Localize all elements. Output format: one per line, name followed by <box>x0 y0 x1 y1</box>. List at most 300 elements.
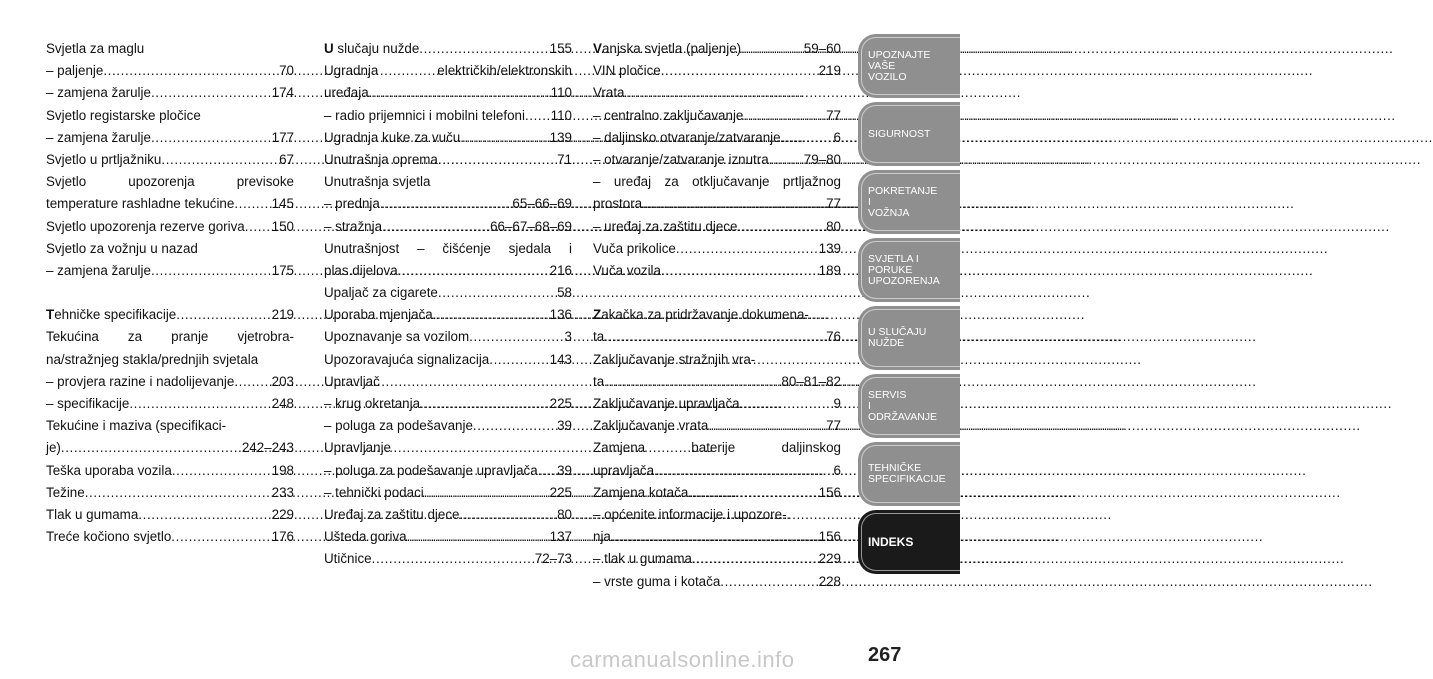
entry-label <box>324 82 369 104</box>
index-entry <box>593 238 841 260</box>
dot-leader <box>459 504 556 526</box>
dot-leader <box>473 415 556 437</box>
index-entry <box>46 504 294 526</box>
index-entry <box>46 193 294 215</box>
heading-text: – općenite informacije i upozore- <box>593 506 787 522</box>
page-reference: 156 <box>818 529 841 545</box>
index-column-2 <box>324 38 572 571</box>
index-entry <box>593 105 841 127</box>
index-entry <box>46 526 294 548</box>
page-reference: 139 <box>818 240 841 256</box>
entry-label <box>324 460 538 482</box>
entry-text: ehničke specifikacije <box>54 307 177 323</box>
index-entry <box>324 216 572 238</box>
chapter-tabs <box>858 34 960 578</box>
page-reference: 39 <box>557 462 572 478</box>
entry-text: Svjetlo upozorenja rezerve goriva <box>46 218 245 234</box>
index-entry <box>593 571 841 593</box>
entry-label <box>593 216 737 238</box>
entry-label <box>593 548 692 570</box>
entry-text: temperature rashladne tekućine <box>46 196 235 212</box>
entry-label <box>593 105 743 127</box>
entry-label <box>593 371 604 393</box>
entry-text: Upozoravajuća signalizacija <box>324 351 490 367</box>
entry-label <box>46 60 103 82</box>
heading-text: Svjetla za maglu <box>46 41 145 56</box>
entry-text: – prednja <box>324 196 380 212</box>
entry-text: Utičnice <box>324 551 372 567</box>
entry-text: anjska svjetla (paljenje) <box>601 41 742 56</box>
dot-leader <box>611 526 818 548</box>
chapter-tab[interactable] <box>858 170 960 234</box>
chapter-tab-label: SIGURNOST <box>868 127 931 140</box>
index-entry <box>46 127 294 149</box>
entry-label <box>46 526 171 548</box>
dot-leader <box>85 482 271 504</box>
entry-label <box>324 193 380 215</box>
index-heading <box>46 415 294 437</box>
entry-label <box>324 326 469 348</box>
letter-initial: V <box>593 41 602 56</box>
entry-text: – poluga za podešavanje <box>324 418 473 434</box>
index-entry <box>593 548 841 570</box>
index-heading <box>324 437 572 459</box>
dot-leader <box>234 371 270 393</box>
chapter-tab[interactable] <box>858 102 960 166</box>
letter-initial: T <box>46 307 55 323</box>
page-reference: 233 <box>271 484 294 500</box>
index-heading <box>324 171 572 193</box>
page-reference: 6 <box>833 462 841 478</box>
chapter-tab[interactable] <box>858 442 960 506</box>
dot-leader <box>424 482 549 504</box>
entry-text: – zamjena žarulje <box>46 129 151 145</box>
chapter-tab-label: POKRETANJE I VOŽNJA <box>868 184 938 219</box>
dot-leader <box>234 193 270 215</box>
entry-text: – stražnja <box>324 218 383 234</box>
index-entry <box>593 371 841 393</box>
entry-text: uređaja <box>324 85 369 101</box>
entry-label <box>593 149 769 171</box>
index-entry <box>324 282 572 304</box>
index-heading-justified: Svjetlo upozorenja previsoke <box>46 174 294 190</box>
entry-text: – poluga za podešavanje upravljača <box>324 462 538 478</box>
entry-text: Uporaba mjenjača <box>324 307 433 323</box>
dot-leader <box>661 60 818 82</box>
dot-leader <box>720 571 817 593</box>
index-heading <box>46 105 294 127</box>
page-reference: 136 <box>549 307 572 323</box>
index-entry <box>324 326 572 348</box>
page-reference: 72–73 <box>534 551 572 567</box>
page-reference: 110 <box>550 107 572 123</box>
entry-text: Zaključavanje vrata <box>593 418 709 434</box>
dot-leader <box>692 548 818 570</box>
page-reference: 59–60 <box>803 41 841 56</box>
chapter-tab[interactable] <box>858 510 960 574</box>
page-reference: 143 <box>549 351 572 367</box>
chapter-tab[interactable] <box>858 306 960 370</box>
index-entry <box>46 60 294 82</box>
dot-leader <box>741 38 803 60</box>
entry-text: – zamjena žarulje <box>46 85 151 101</box>
index-entry <box>324 482 572 504</box>
index-entry <box>324 193 572 215</box>
page-reference: 198 <box>271 462 294 478</box>
chapter-tab-label: INDEKS <box>868 534 914 549</box>
index-entry <box>324 504 572 526</box>
index-heading <box>46 38 294 60</box>
entry-text: VIN pločice <box>593 63 661 79</box>
entry-label <box>46 193 234 215</box>
page-reference: 58 <box>557 285 572 301</box>
dot-leader <box>604 371 780 393</box>
index-entry <box>46 393 294 415</box>
page-reference: 155 <box>549 41 572 56</box>
index-entry <box>593 326 841 348</box>
entry-label <box>324 482 424 504</box>
dot-leader <box>708 415 825 437</box>
entry-text: – vrste guma i kotača <box>593 573 721 589</box>
entry-label <box>46 127 151 149</box>
page-reference: 145 <box>271 196 294 212</box>
entry-label <box>593 238 676 260</box>
entry-text: Unutrašnja oprema <box>324 151 438 167</box>
entry-label <box>46 482 85 504</box>
index-entry <box>324 393 572 415</box>
dot-leader <box>781 127 833 149</box>
entry-label <box>324 216 382 238</box>
entry-label <box>324 38 419 60</box>
entry-label <box>46 149 161 171</box>
page-reference: 77 <box>826 107 841 123</box>
dot-leader <box>398 260 549 282</box>
page-number: 267 <box>868 644 902 666</box>
index-heading-justified: – uređaj za otključavanje prtljažnog <box>593 174 841 190</box>
page-reference: 66–67–68–69 <box>490 218 572 234</box>
entry-text: – daljinsko otvaranje/zatvaranje <box>593 129 781 145</box>
dot-leader <box>382 216 489 238</box>
letter-initial: U <box>324 41 334 56</box>
chapter-tab-label: SVJETLA I PORUKE UPOZORENJA <box>868 252 940 287</box>
entry-text: – radio prijemnici i mobilni telefoni <box>324 107 525 123</box>
page-reference: 80 <box>557 506 572 522</box>
page-reference: 248 <box>271 396 294 411</box>
entry-label <box>46 437 61 459</box>
blank-line <box>46 282 294 304</box>
page-reference: 242–243 <box>241 440 294 456</box>
dot-leader <box>129 393 270 415</box>
dot-leader <box>151 82 271 104</box>
entry-label <box>324 504 459 526</box>
index-column-3 <box>593 38 841 593</box>
entry-label <box>593 326 604 348</box>
dot-leader <box>171 526 270 548</box>
watermark: carmanualsonline.info <box>570 647 795 672</box>
page-reference: 177 <box>271 129 294 145</box>
dot-leader <box>740 393 833 415</box>
dot-leader <box>460 127 548 149</box>
page-reference: 229 <box>818 551 841 567</box>
heading-text: Zaključavanje stražnjih vra- <box>593 351 756 367</box>
index-entry <box>324 460 572 482</box>
entry-text: Upoznavanje sa vozilom <box>324 329 470 345</box>
page-reference: 137 <box>549 529 572 545</box>
page-reference: 229 <box>271 506 294 522</box>
index-entry <box>324 82 572 104</box>
page-reference: 228 <box>818 573 841 589</box>
dot-leader <box>489 349 548 371</box>
dot-leader <box>151 127 271 149</box>
entry-text: – uređaj za zaštitu djece <box>593 218 738 234</box>
entry-label <box>593 193 642 215</box>
entry-label <box>593 60 661 82</box>
page-reference: 176 <box>271 529 294 545</box>
page-reference: 80–81–82 <box>781 373 841 389</box>
chapter-tab[interactable] <box>858 374 960 438</box>
entry-text: Zaključavanje upravljača <box>593 396 740 411</box>
page-reference: 67 <box>279 151 294 167</box>
index-heading-justified: Tekućina za pranje vjetrobra- <box>46 329 294 345</box>
entry-text: je) <box>46 440 61 456</box>
index-entry <box>593 526 841 548</box>
entry-label <box>593 526 611 548</box>
index-entry <box>324 260 572 282</box>
chapter-tab-label: SERVIS I ODRŽAVANJE <box>868 388 938 423</box>
entry-text: upravljača <box>593 462 655 478</box>
entry-text: – zamjena žarulje <box>46 262 151 278</box>
entry-text: slučaju nužde <box>333 41 420 56</box>
entry-text: Treće kočiono svjetlo <box>46 529 172 545</box>
dot-leader <box>161 149 278 171</box>
page-reference: 65–66–69 <box>512 196 572 212</box>
dot-leader <box>438 282 556 304</box>
entry-label <box>46 504 138 526</box>
entry-text: plas.dijelova <box>324 262 398 278</box>
entry-label <box>593 393 740 415</box>
index-entry <box>46 371 294 393</box>
entry-label <box>46 260 151 282</box>
index-entry <box>46 82 294 104</box>
dot-leader <box>769 149 803 171</box>
heading-text: Unutrašnja svjetla <box>324 174 431 190</box>
index-entry <box>324 526 572 548</box>
entry-text: ta <box>593 329 605 345</box>
dot-leader <box>538 460 556 482</box>
entry-label <box>324 105 525 127</box>
index-heading <box>324 371 572 393</box>
index-entry <box>593 415 841 437</box>
entry-text: ta <box>593 373 605 389</box>
entry-text: nja <box>593 529 611 545</box>
entry-text: – otvaranje/zatvaranje iznutra <box>593 151 769 167</box>
dot-leader <box>369 82 550 104</box>
page-reference: 70 <box>279 63 294 79</box>
dot-leader <box>151 260 271 282</box>
dot-leader <box>407 526 549 548</box>
chapter-tab[interactable] <box>858 34 960 98</box>
index-entry <box>593 127 841 149</box>
index-entry <box>46 437 294 459</box>
dot-leader <box>372 548 534 570</box>
entry-label <box>324 548 372 570</box>
page-reference: 76 <box>826 329 841 345</box>
page-reference: 79–80 <box>803 151 841 167</box>
page-reference: 150 <box>271 218 294 234</box>
index-entry <box>324 548 572 570</box>
entry-label <box>324 393 420 415</box>
entry-label <box>324 304 433 326</box>
heading-text: na/stražnjeg stakla/prednjih svjetala <box>46 351 259 367</box>
page-reference: 203 <box>271 373 294 389</box>
entry-text: Upaljač za cigarete <box>324 285 438 301</box>
page-reference: 110 <box>550 85 572 101</box>
index-entry <box>46 216 294 238</box>
entry-label <box>46 371 234 393</box>
index-entry <box>324 38 572 60</box>
index-entry <box>324 304 572 326</box>
entry-label <box>593 127 781 149</box>
entry-text: Ušteda goriva <box>324 529 407 545</box>
index-entry <box>593 60 841 82</box>
page-reference: 71 <box>557 151 572 167</box>
index-heading <box>593 349 841 371</box>
entry-text: prostora <box>593 196 643 212</box>
entry-text: Ugradnja kuke za vuču <box>324 129 461 145</box>
page-reference: 9 <box>833 396 841 411</box>
index-entry <box>324 127 572 149</box>
index-entry <box>324 415 572 437</box>
dot-leader <box>438 149 556 171</box>
entry-text: Svjetlo u prtljažniku <box>46 151 162 167</box>
index-entry <box>46 304 294 326</box>
page-reference: 3 <box>564 329 572 345</box>
index-entry <box>46 149 294 171</box>
entry-label <box>46 216 245 238</box>
chapter-tab-label: TEHNIČKE SPECIFIKACIJE <box>868 462 946 485</box>
dot-leader <box>172 460 271 482</box>
page-reference: 225 <box>549 396 572 411</box>
entry-label <box>593 460 654 482</box>
entry-text: – paljenje <box>46 63 104 79</box>
index-entry <box>593 216 841 238</box>
dot-leader <box>743 105 825 127</box>
entry-text: Vuča prikolice <box>593 240 676 256</box>
dot-leader <box>433 304 549 326</box>
page-reference: 175 <box>271 262 294 278</box>
index-entry <box>46 482 294 504</box>
dot-leader <box>737 216 825 238</box>
index-entry <box>593 260 841 282</box>
chapter-tab-label: U SLUČAJU NUŽDE <box>868 326 927 349</box>
chapter-tab[interactable] <box>858 238 960 302</box>
dot-leader <box>380 193 512 215</box>
letter-initial: Z <box>593 307 602 323</box>
dot-leader <box>245 216 271 238</box>
heading-text: Tekućine i maziva (specifikaci- <box>46 418 227 434</box>
entry-text: – krug okretanja <box>324 396 421 411</box>
page-reference: 189 <box>818 262 841 278</box>
entry-text: Teška uporaba vozila <box>46 462 172 478</box>
dot-leader <box>419 38 548 60</box>
dot-leader <box>676 238 818 260</box>
heading-text: Upravljač <box>324 373 380 389</box>
page-reference: 174 <box>271 85 294 101</box>
index-heading-justified: Ugradnja električkih/elektronskih <box>324 63 572 79</box>
heading-text: akačka za pridržavanje dokumena- <box>601 307 809 323</box>
index-heading <box>593 504 841 526</box>
heading-text: Svjetlo za vožnju u nazad <box>46 240 198 256</box>
page-reference: 225 <box>549 484 572 500</box>
index-entry <box>324 149 572 171</box>
index-entry <box>593 193 841 215</box>
entry-label <box>593 571 720 593</box>
index-entry <box>324 105 572 127</box>
dot-leader <box>604 326 825 348</box>
entry-text: – tehnički podaci <box>324 484 424 500</box>
entry-label <box>593 415 708 437</box>
index-entry <box>593 482 841 504</box>
page-reference: 77 <box>826 418 841 434</box>
entry-text: – tlak u gumama <box>593 551 692 567</box>
index-heading-justified: Zamjena baterije daljinskog <box>593 440 841 456</box>
entry-label <box>46 304 176 326</box>
heading-text: Upravljanje <box>324 440 391 456</box>
index-heading <box>46 238 294 260</box>
entry-label <box>593 482 688 504</box>
entry-label <box>324 415 473 437</box>
page-reference: 6 <box>833 129 841 145</box>
chapter-tab-label: UPOZNAJTE VAŠE VOZILO <box>868 48 931 83</box>
entry-label <box>46 460 172 482</box>
entry-label <box>324 526 407 548</box>
entry-label <box>46 82 151 104</box>
heading-text: Svjetlo registarske pločice <box>46 107 201 123</box>
index-heading <box>46 349 294 371</box>
entry-label <box>593 38 741 60</box>
dot-leader <box>103 60 278 82</box>
page-reference: 156 <box>818 484 841 500</box>
page-reference: 80 <box>826 218 841 234</box>
dot-leader <box>61 437 241 459</box>
index-entry <box>593 393 841 415</box>
entry-text: Tlak u gumama <box>46 506 139 522</box>
dot-leader <box>176 304 270 326</box>
dot-leader <box>525 105 550 127</box>
dot-leader <box>469 326 563 348</box>
entry-label <box>46 393 129 415</box>
index-entry <box>593 460 841 482</box>
entry-label <box>593 260 661 282</box>
index-heading <box>593 82 841 104</box>
dot-leader <box>661 260 818 282</box>
dot-leader <box>420 393 549 415</box>
entry-label <box>324 349 489 371</box>
dot-leader <box>642 193 825 215</box>
entry-text: – provjera razine i nadolijevanje <box>46 373 235 389</box>
dot-leader <box>654 460 833 482</box>
entry-text: Težine <box>46 484 85 500</box>
page-reference: 39 <box>557 418 572 434</box>
entry-label <box>324 282 438 304</box>
dot-leader <box>688 482 817 504</box>
page-reference: 219 <box>271 307 294 323</box>
entry-label <box>324 127 460 149</box>
blank-line <box>593 282 841 304</box>
entry-text: Zamjena kotača <box>593 484 689 500</box>
page-reference: 77 <box>826 196 841 212</box>
entry-text: – specifikacije <box>46 396 130 411</box>
